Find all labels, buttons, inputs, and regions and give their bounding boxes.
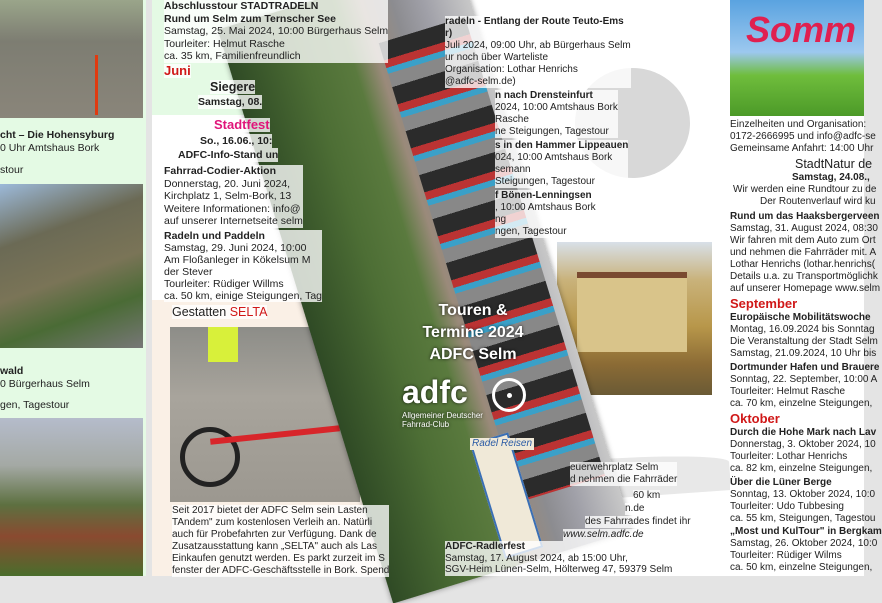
tour-title: radeln - Entlang der Route Teuto-Ems [445,16,631,28]
event-info: d nehmen die Fahrräder [570,474,678,485]
selta-prefix: Gestatten [172,305,230,319]
logo-subtitle-line: Allgemeiner Deutscher [402,411,483,420]
event-title: Europäische Mobilitätswoche [730,312,871,323]
event-info: Die Veranstaltung der Stadt Selm [730,336,878,347]
tour-date: 0 Uhr Amtshaus Bork [0,142,100,154]
event-date: Samstag, 17. August 2024, ab 15:00 Uhr, [445,553,672,565]
bus-lettering: Radel Reisen [472,438,533,449]
tour-title: n nach Drensteinfurt [495,90,618,102]
event-date: Montag, 16.09.2024 bis Sonntag [730,324,875,335]
event-location: Kirchplatz 1, Selm-Bork, 13 [164,190,303,203]
event-info: des Fahrrades findet ihr [585,516,691,527]
tour-title: Radeln und Paddeln [164,230,322,242]
info-line: Einzelheiten und Organisation: [730,119,867,130]
tour-info: ca. 50 km, einige Steigungen, Tag [164,290,322,302]
tour-date: Donnerstag, 3. Oktober 2024, 10 [730,439,876,450]
right-page [730,0,882,576]
tour-date: Samstag, 31. August 2024, 08:30 [730,223,878,234]
tour-date: , 10:00 Amtshaus Bork [495,202,596,213]
tour-title: „Most und KulTour" in Bergkam [730,526,882,537]
tour-date: Sonntag, 13. Oktober 2024, 10:0 [730,489,876,500]
tour-info: ca. 55 km, Steigungen, Tagestou [730,513,876,524]
selta-text-line: TAndem" zum kostenlosen Verleih an. Natürli [172,517,389,529]
event-date: Samstag, 08. [198,96,263,108]
selta-name: SELTA [229,305,268,319]
event-info: ADFC-Info-Stand un [178,149,279,161]
selta-text-line: auch für Probefahrten zur Verfügung. Dank de [172,529,389,541]
selta-heading [172,305,267,319]
event-date: So., 16.06., 10: [200,135,273,147]
tour-contact: @adfc-selm.de) [445,76,631,88]
tour-title: Rund um das Haaksbergerveen [730,211,880,222]
tour-date: 2024, 10:00 Amtshaus Bork [495,102,618,113]
tour-subtitle: Rund um Selm zum Ternscher See [164,13,388,26]
event-date: Samstag, 24.08., [792,172,870,183]
tour-leader: Tourleiter: Rüdiger Wilms [730,550,842,561]
tour-date: 024, 10:00 Amtshaus Bork [495,152,628,164]
cover-title-line: Termine 2024 [422,324,524,341]
tour-date: 0 Bürgerhaus Selm [0,378,90,390]
tour-title: Durch die Hohe Mark nach Lav [730,427,877,438]
tour-info: ngen, Tagestour [495,226,596,238]
group-cyclists-photo [0,0,143,118]
info-line: Gemeinsame Anfahrt: 14:00 Uhr [730,143,874,154]
tour-date: Samstag, 25. Mai 2024, 10:00 Bürgerhaus Selm [164,25,389,37]
event-date: Donnerstag, 20. Juni 2024, [164,178,303,191]
industrial-landscape-photo [0,418,143,576]
hohensyburg-photo [0,184,143,348]
tour-info: ca. 82 km, einzelne Steigungen, [730,463,873,474]
tour-date: Samstag, 29. Juni 2024, 10:00 [164,242,322,254]
tour-leader: Rasche [495,114,618,126]
event-distance: 60 km [633,490,661,501]
event-contact: n.de [625,503,645,514]
tour-info: Wir fahren mit dem Auto zum Ort [730,235,876,246]
event-info: auf unserer Internetseite selm [164,215,303,227]
tour-info: ca. 35 km, Familienfreundlich [164,50,388,63]
tour-date: Sonntag, 22. September, 10:00 A [730,374,878,385]
event-date: Samstag, 21.09.2024, 10 Uhr bis [730,348,877,359]
tour-info: ca. 50 km, einzelne Steigungen, [730,562,873,573]
event-location: SGV-Heim Lünen-Selm, Hölterweg 47, 59379 Selm [445,564,673,575]
adfc-logo-subtitle [402,411,483,429]
sommer-banner-text: Somm [746,9,857,50]
tour-leader: Tourleiter: Helmut Rasche [164,38,388,51]
selta-text-line: Seit 2017 bietet der ADFC Selm sein Lasten [172,505,389,517]
tour-title: Abschlusstour STADTRADELN [164,0,388,13]
tour-info: ca. 70 km, einzelne Steigungen, [730,398,873,409]
tour-info: und nehmen die Fahrräder mit. A [730,247,877,258]
tour-date: Juli 2024, 09:00 Uhr, ab Bürgerhaus Selm [445,40,631,51]
cover-title-line: ADFC Selm [429,346,517,363]
event-location: euerwehrplatz Selm [570,462,677,474]
tour-info: Steigungen, Tagestour [495,176,628,188]
info-line: 0172-2666995 und info@adfc-se [730,131,876,142]
tour-title: s in den Hammer Lippeauen [495,140,629,151]
tour-title: Über die Lüner Berge [730,477,832,488]
tour-title: r) [445,28,631,40]
event-title: Siegere [210,80,256,94]
event-info: Der Routenverlauf wird ku [760,196,876,207]
event-title: ADFC-Radlerfest [445,541,672,553]
event-title: Fahrrad-Codier-Aktion [164,165,303,178]
adfc-logo-text: adfc [402,374,468,410]
tour-info: auf unserer Homepage www.selm [730,283,881,294]
tour-info: Details u.a. zu Transportmöglichk [730,271,878,282]
tour-leader: Organisation: Lothar Henrichs [445,64,631,76]
tour-info: ur noch über Warteliste [445,52,631,64]
tour-leader: Tourleiter: Rüdiger Willms [164,278,322,290]
cover-title-line: Touren & [438,302,508,319]
tour-leader: Tourleiter: Lothar Henrichs [730,451,848,462]
tour-title: wald [0,365,24,377]
month-heading-october: Oktober [730,411,780,426]
month-heading-june: Juni [164,63,191,78]
tour-leader: semann [495,164,628,176]
tour-date: Samstag, 26. Oktober 2024, 10:0 [730,538,878,549]
tour-info: ne Steigungen, Tagestour [495,126,618,138]
tour-location: Am Floßanleger in Kökelsum M [164,254,322,266]
tour-leader: ng [495,214,596,226]
website-link[interactable]: www.selm.adfc.de [563,529,644,540]
logo-subtitle-line: Fahrrad-Club [402,420,450,429]
sommer-banner [730,0,864,116]
tour-title: Dortmunder Hafen und Brauere [730,362,880,373]
tour-leader: Tourleiter: Udo Tubbesing [730,501,844,512]
cover-title [398,300,548,366]
tour-location: der Stever [164,266,322,278]
left-page [0,0,146,576]
tour-title: cht – Die Hohensyburg [0,129,115,141]
tour-info: gen, Tagestour [0,399,70,411]
tour-title: f Bönen-Lenningsen [495,190,596,202]
tour-info: stour [0,164,24,176]
tour-contact: Lothar Henrichs (lothar.henrichs( [730,259,876,270]
stadtfest-heading: Stadtfest [214,117,270,132]
selta-text-line: Einkaufen genutzt werden. Es parkt zurzeit im S [172,553,389,565]
selta-text-line: fenster der ADFC-Geschäftsstelle in Bork. Spend [172,565,390,576]
event-info: Wir werden eine Rundtour zu de [733,184,877,195]
month-heading-september: September [730,296,798,311]
event-info: Weitere Informationen: info@ [164,203,303,216]
tour-leader: Tourleiter: Helmut Rasche [730,386,846,397]
stadtnatur-heading: StadtNatur de [795,157,873,171]
selta-text-line: Zusatzausstattung kann „SELTA" auch als Las [172,541,389,553]
adfc-wheel-icon [492,378,526,412]
